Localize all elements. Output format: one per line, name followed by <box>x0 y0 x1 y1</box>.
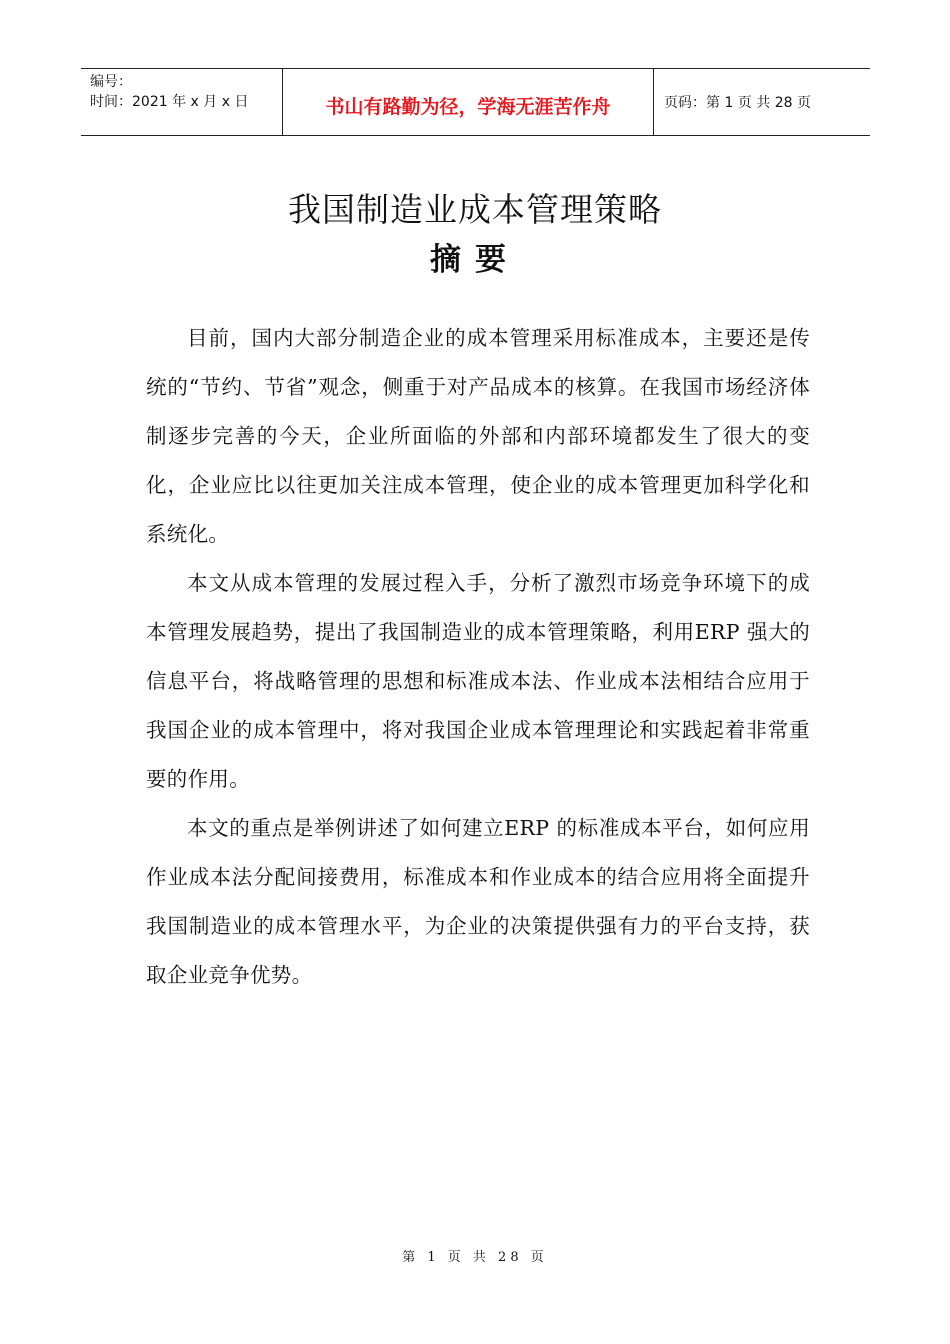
header-motto-cell <box>282 69 654 135</box>
document-title: 我国制造业成本管理策略 <box>288 190 662 229</box>
header-table <box>81 68 870 136</box>
date-label: 时间：2021 年 x 月 x 日 <box>90 94 249 110</box>
paragraph: 本文从成本管理的发展过程入手，分析了激烈市场竞争环境下的成本管理发展趋势，提出了我国制造业的成本管理策略，利用ERP 强大的信息平台，将战略管理的思想和标准成本法、作业成本法相结合应用于我国企业的成本管理中，将对我国企业成本管理理论和实践起着非常重要的作用。 <box>146 571 810 791</box>
header-page-cell <box>654 69 870 135</box>
number-label: 编号： <box>90 74 132 90</box>
abstract-body <box>146 314 810 1000</box>
motto-text: 书山有路勤为径，学海无涯苦作舟 <box>325 95 611 118</box>
abstract-heading: 摘要 <box>430 242 520 278</box>
page-footer: 第 1 页 共 28 页 <box>402 1250 548 1265</box>
paragraph: 目前，国内大部分制造企业的成本管理采用标准成本，主要还是传统的“节约、节省”观念，侧重于对产品成本的核算。在我国市场经济体制逐步完善的今天，企业所面临的外部和内部环境都发生了很大的变化，企业应比以往更加关注成本管理，使企业的成本管理更加科学化和系统化。 <box>146 326 810 546</box>
page-label: 页码：第 1 页 共 28 页 <box>664 95 811 111</box>
header-info-cell <box>81 69 282 135</box>
paragraph: 本文的重点是举例讲述了如何建立ERP 的标准成本平台，如何应用作业成本法分配间接费用，标准成本和作业成本的结合应用将全面提升我国制造业的成本管理水平，为企业的决策提供强有力的平台支持，获取企业竞争优势。 <box>146 816 810 987</box>
